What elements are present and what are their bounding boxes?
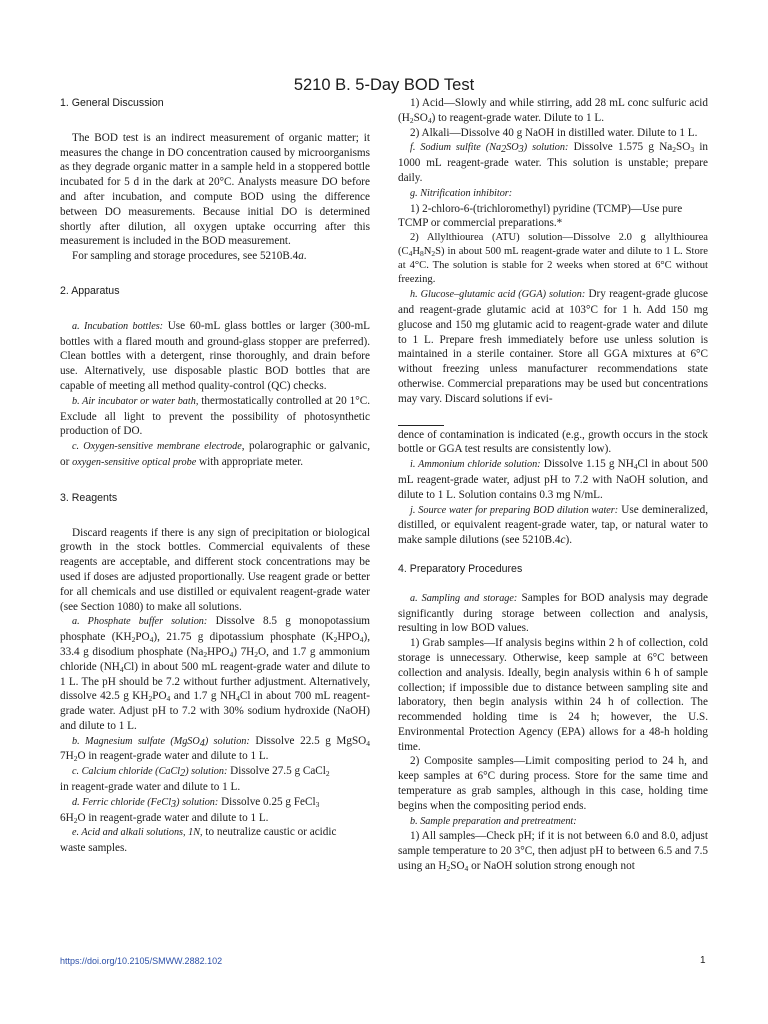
page-title: 5210 B. 5-Day BOD Test: [293, 76, 475, 94]
paragraph: For sampling and storage procedures, see 5210B.4a.: [72, 250, 307, 263]
paragraph: b. Air incubator or water bath, thermostatically controlled at 20 1°C. Exclude all light to prevent the possibility of photosynthetic production of DO.: [60, 394, 370, 438]
paragraph: The BOD test is an indirect measurement of organic matter; it measures the change in DO concentration caused by microorganisms as they degrade organic matter in a sample held in a stoppered bottle incubated for 5 d in the dark at 20°C. Analysts measure DO before and after incubation, and compute BOD using the difference between DO measurements. Because initial DO is determined shortly after dilution, all oxygen uptake occurring after this measurement is included in the BOD measurement.: [60, 131, 370, 248]
paragraph: a. Incubation bottles: Use 60-mL glass bottles or larger (300-mL bottles with a flared mouth and ground-glass stopper are preferred). Clean bottles with a detergent, rinse thoroughly, and drain before use. Alternatively, use disposable plastic BOD bottles that are capable of meeting all method quality-control (QC) checks.: [60, 319, 370, 392]
paragraph: dence of contamination is indicated (e.g., growth occurs in the stock bottle or GGA test results are consistently low).: [398, 428, 708, 456]
left-column: [60, 96, 370, 856]
paragraph: 1) All samples—Check pH; if it is not between 6.0 and 8.0, adjust sample temperature to 20 3°C, then adjust pH to between 6.5 and 7.5 using an $H_2SO_4$ or NaOH solution strong enough not: [398, 830, 708, 874]
paragraph: j. Source water for preparing BOD dilution water: Use demineralized, distilled, or equivalent reagent-grade water, tap, or natural water to make sample dilutions (see 5210B.4c).: [398, 503, 708, 547]
section-heading: 1. General Discussion: [60, 97, 164, 109]
paragraph: 2) Composite samples—Limit compositing period to 24 h, and keep samples at 6°C during process. Store for the same time and temperature as grab samples, although in this case, holding time begins when the compositing period ends.: [398, 755, 708, 812]
paragraph: a. Phosphate buffer solution: Dissolve 8.5 g monopotassium phosphate $(KH_2PO_4)$, 21.75 g dipotassium phosphate $(K_2HPO_4)$, 33.4 g disodium phosphate $(Na_2HPO_4)$ $7H_2O$, and 1.7 g ammonium chloride $(NH_4Cl)$ in about 500 mL reagent-grade water and dilute to 1 L. The pH should be 7.2 without further adjustment. Alternatively, dissolve 42.5 g $KH_2PO_4$ and 1.7 g $NH_4Cl$ in about 700 mL reagent-grade water. Adjust pH to 7.2 with 30% sodium hydroxide (NaOH) and dilute to 1 L.: [60, 615, 371, 732]
paragraph: c. Oxygen-sensitive membrane electrode, polarographic or galvanic, or oxygen-sensitive optical probe with appropriate meter.: [60, 440, 370, 468]
paragraph: c. Calcium chloride (CaCl$_2$) solution: Dissolve 27.5 g CaCl$_2$: [72, 765, 330, 780]
section-heading: 4. Preparatory Procedures: [398, 562, 523, 575]
paragraph: 2) Allylthiourea (ATU) solution—Dissolve 2.0 g allylthiourea $(C_4H_8N_2S)$ in about 500 mL reagent-grade water and dilute to 1 L. Store at 4°C. The solution is stable for 2 weeks when stored at 6°C without freezing.: [398, 232, 708, 286]
paragraph: waste samples.: [60, 842, 128, 855]
right-column: [398, 96, 708, 874]
section-heading: 3. Reagents: [60, 491, 118, 504]
paragraph: b. Magnesium sulfate (MgSO$_4$) solution: Dissolve 22.5 g MgSO$_4$ $7H_2O$ in reagent-grade water and dilute to 1 L.: [60, 734, 371, 764]
paragraph: h. Glucose–glutamic acid (GGA) solution: Dry reagent-grade glucose and reagent-grade glutamic acid at 103°C for 1 h. Add 150 mg glucose and 150 mg glutamic acid to reagent-grade water and dilute to 1 L. Prepare fresh immediately before use unless solution is maintained in a sterile container. Store all GGA mixtures at 6°C without freezing unless manufacturer recommendations state otherwise. Commercial preparations may be used but concentrations may vary. Discard solutions if evi-: [398, 288, 708, 405]
paragraph: 1) Acid—Slowly and while stirring, add 28 mL conc sulfuric acid $(H_2SO_4)$ to reagent-grade water. Dilute to 1 L.: [398, 97, 708, 125]
paragraph: Discard reagents if there is any sign of precipitation or biological growth in the stock bottles. Commercial equivalents of these reagents are acceptable, and different stock concentrations may be used if doses are adjusted proportionally. Use reagent grade or better for all chemicals and use distilled or equivalent reagent-grade water (see Section 1080) to make all solutions.: [60, 526, 370, 613]
paragraph: in reagent-grade water and dilute to 1 L.: [60, 781, 241, 794]
paragraph: b. Sample preparation and pretreatment:: [410, 815, 577, 827]
paragraph: a. Sampling and storage: Samples for BOD analysis may degrade significantly during storage between collection and analysis, resulting in low BOD values.: [398, 591, 708, 635]
doi-link[interactable]: https://doi.org/10.2105/SMWW.2882.102: [60, 956, 223, 966]
paragraph: 1) 2-chloro-6-(trichloromethyl) pyridine (TCMP)—Use pure: [410, 202, 683, 215]
page-number: 1: [700, 955, 706, 966]
paragraph: TCMP or commercial preparations.*: [398, 217, 563, 230]
paragraph: e. Acid and alkali solutions, 1N, to neutralize caustic or acidic: [72, 826, 337, 839]
paragraph: d. Ferric chloride (FeCl$_3$) solution: Dissolve 0.25 g FeCl$_3$ $6H_2O$ in reagent-grade water and dilute to 1 L.: [60, 795, 320, 825]
section-heading: 2. Apparatus: [60, 284, 120, 297]
paragraph: i. Ammonium chloride solution: Dissolve 1.15 g $NH_4Cl$ in about 500 mL reagent-grade water, adjust pH to 7.2 with NaOH solution, and dilute to 1 L. Solution contains 0.3 mg N/mL.: [398, 458, 708, 501]
paragraph: 2) Alkali—Dissolve 40 g NaOH in distilled water. Dilute to 1 L.: [410, 126, 698, 139]
paragraph: f. Sodium sulfite $(Na_2SO_3)$ solution: Dissolve 1.575 g $Na_2SO_3$ in 1000 mL reagent-grade water. This solution is unstable; prepare daily.: [398, 141, 709, 184]
footnote-rule: [398, 425, 444, 426]
paragraph: g. Nitrification inhibitor:: [410, 187, 513, 199]
paragraph: 1) Grab samples—If analysis begins within 2 h of collection, cold storage is unnecessary. Otherwise, keep sample at 6°C between collection and analysis. Ideally, begin analysis within 6 h of sample collection; if impossible due to distance between sampling site and laboratory, then begin analysis within 24 h of collection. The recommended holding time is 24 h; however, the U.S. Environmental Protection Agency (EPA) allows for a 48-h holding time.: [398, 637, 708, 753]
